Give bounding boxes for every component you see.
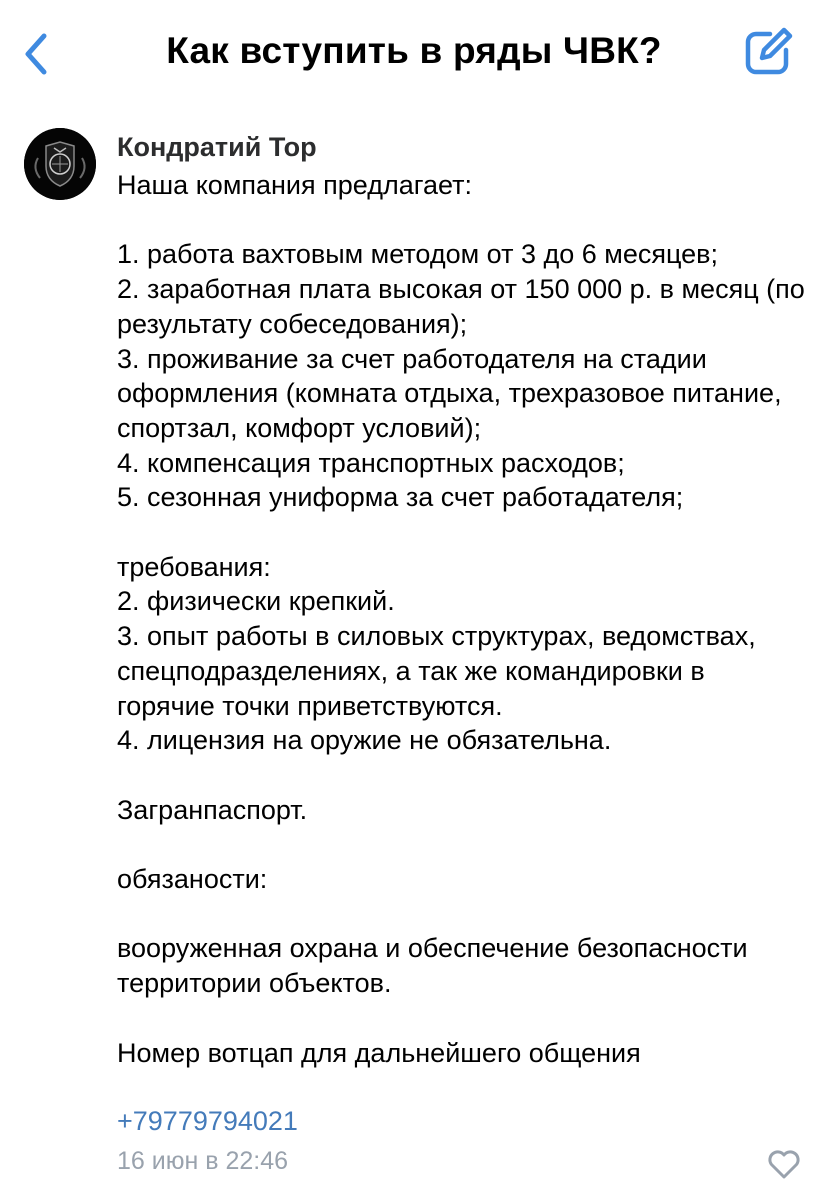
phone-link[interactable]: +79779794021 (117, 1106, 298, 1136)
compose-icon (740, 24, 796, 80)
compose-button[interactable] (740, 24, 796, 80)
like-button[interactable] (766, 1148, 802, 1180)
emblem-avatar (24, 128, 96, 200)
chevron-left-icon (14, 26, 58, 82)
comment-author[interactable]: Кондратий Тор (117, 132, 317, 162)
comment-timestamp: 16 июн в 22:46 (117, 1147, 289, 1175)
avatar[interactable] (24, 128, 96, 200)
comment-text: Наша компания предлагает: 1. работа вахтовым методом от 3 до 6 месяцев; 2. заработная плата высокая от 150 000 р. в месяц (по результату собеседования); 3. проживание за счет работодателя на стадии оформления (комната отдыха, трехразовое питание, спортзал, комфорт условий); 4. компенсация транспортных расходов; 5. сезонная униформа за счет работадателя; требования: 2. физически крепкий. 3. опыт работы в силовых структурах, ведомствах, спецподразделениях, а так же командировки в горячие точки приветствуются. 4. лицензия на оружие не обязательна. Загранпаспорт. обязаности: вооруженная охрана и обеспечение безопасности территории объектов. Номер вотцап для дальнейшего общения (117, 170, 805, 1068)
top-bar (0, 0, 828, 104)
back-button[interactable] (14, 26, 58, 82)
page-title: Как вступить в ряды ЧВК? (166, 30, 662, 71)
heart-outline-icon (766, 1148, 802, 1180)
